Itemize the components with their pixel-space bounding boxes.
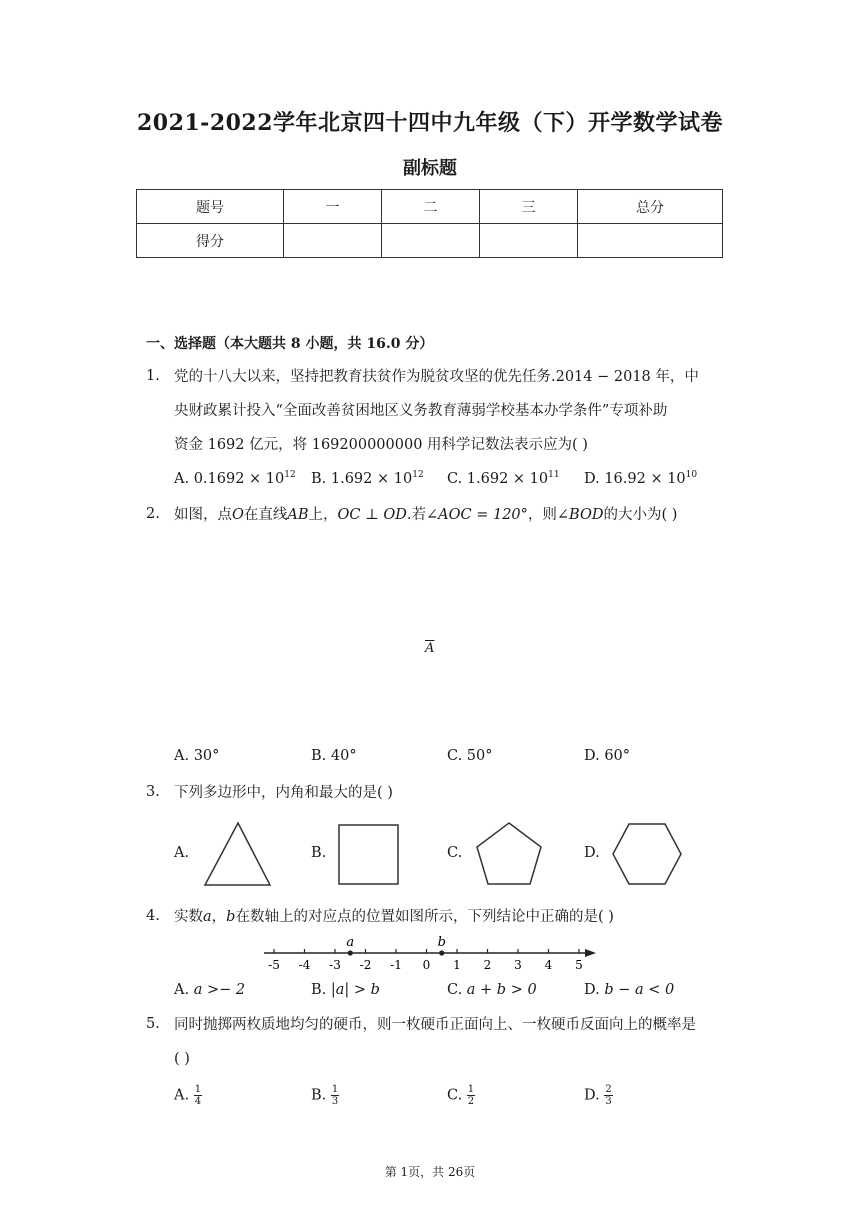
option-a[interactable]: [174, 845, 189, 861]
question-text-line: 党的十八大以来，坚持把教育扶贫作为脱贫攻坚的优先任务.2014 − 2018 年，中: [174, 369, 699, 385]
denominator: 2: [467, 1096, 475, 1107]
question-number: 3.: [146, 784, 160, 800]
option-a[interactable]: [174, 470, 296, 487]
option-a[interactable]: [174, 748, 219, 764]
score-header-cell: 三: [480, 190, 578, 224]
fraction: [467, 1084, 475, 1107]
score-row-label: 得分: [137, 224, 284, 258]
option-label: B.: [311, 748, 327, 764]
option-c[interactable]: [447, 982, 537, 998]
text-run: ，: [211, 909, 227, 925]
pentagon-icon: [474, 821, 544, 887]
number-line-tick-label: 1: [453, 958, 461, 972]
numerator: 1: [194, 1084, 202, 1095]
hexagon-icon: [611, 823, 683, 887]
fraction: [331, 1084, 339, 1107]
option-label: A.: [174, 982, 190, 998]
option-exponent: 12: [284, 470, 296, 480]
text-run: 的大小为( ): [603, 507, 678, 523]
number-line-tick-label: 5: [575, 958, 583, 972]
page-footer: 第 1页，共 26页: [384, 1165, 476, 1179]
question-text-line: ( ): [174, 1051, 190, 1067]
numerator: 1: [467, 1084, 475, 1095]
denominator: 3: [331, 1096, 339, 1107]
option-mantissa: 1.692 × 10: [330, 471, 413, 487]
point-b-dot: [439, 950, 444, 955]
option-mantissa: 0.1692 × 10: [193, 471, 285, 487]
option-mantissa: 16.92 × 10: [604, 471, 686, 487]
option-d[interactable]: [584, 748, 630, 764]
option-b[interactable]: [311, 470, 424, 487]
arrow-head-icon: [585, 949, 596, 957]
option-label: B.: [311, 471, 327, 487]
option-text: b − a < 0: [604, 982, 675, 998]
point-b-label: b: [437, 935, 446, 950]
option-label: D.: [584, 845, 600, 861]
option-label: B.: [311, 845, 327, 861]
number-line-tick-label: -2: [359, 958, 372, 972]
option-d[interactable]: [584, 845, 600, 861]
numerator: 1: [331, 1084, 339, 1095]
option-b[interactable]: [311, 982, 380, 998]
text-run: 上，: [308, 507, 338, 523]
question-text-line: [174, 498, 677, 532]
option-label: D.: [584, 471, 600, 487]
option-a[interactable]: [174, 982, 245, 998]
option-mantissa: 1.692 × 10: [466, 471, 549, 487]
number-line-tick-label: -4: [298, 958, 311, 972]
score-header-cell: 一: [284, 190, 382, 224]
option-a[interactable]: [174, 1084, 202, 1107]
option-b[interactable]: [311, 845, 326, 861]
option-exponent: 12: [412, 470, 424, 480]
math-var: a: [203, 909, 212, 925]
math-var: b: [226, 909, 236, 925]
question-text-line: 资金 1692 亿元，将 169200000000 用科学记数法表示应为( ): [174, 437, 588, 453]
page-title: 2021-2022学年北京四十四中九年级（下）开学数学试卷: [136, 110, 724, 136]
option-b[interactable]: [311, 748, 357, 764]
section-heading: 一、选择题（本大题共 8 小题，共 16.0 分）: [146, 336, 434, 352]
number-line-tick-label: 2: [483, 958, 492, 972]
option-text: 50°: [466, 748, 493, 764]
text-run: 在直线: [243, 507, 288, 523]
option-exponent: 10: [685, 470, 698, 480]
option-text: 30°: [193, 748, 220, 764]
option-text: 40°: [330, 748, 357, 764]
option-text: |a| > b: [330, 982, 380, 998]
option-c[interactable]: [447, 748, 493, 764]
option-label: C.: [447, 748, 463, 764]
question-text-line: 下列多边形中，内角和最大的是( ): [174, 785, 393, 801]
option-text: a + b > 0: [466, 982, 537, 998]
question-text-line: [174, 900, 614, 934]
score-table-header-row: [137, 190, 723, 224]
point-a-label: a: [346, 935, 355, 950]
score-cell[interactable]: [382, 224, 480, 258]
option-c[interactable]: [447, 845, 462, 861]
denominator: 3: [605, 1096, 612, 1107]
option-exponent: 11: [548, 470, 560, 480]
option-label: C.: [447, 1087, 463, 1104]
math-var: ∠BOD: [556, 507, 604, 523]
number-line-tick-label: 3: [514, 958, 522, 972]
math-var: AB: [287, 507, 309, 523]
option-d[interactable]: [584, 1084, 613, 1107]
option-label: A.: [174, 1087, 190, 1104]
denominator: 4: [194, 1096, 202, 1107]
question-number: 1.: [146, 368, 160, 384]
point-a-dot: [348, 950, 353, 955]
text-run: 如图，点: [174, 507, 232, 523]
option-label: B.: [311, 982, 327, 998]
option-text: a >− 2: [193, 982, 246, 998]
number-line-tick-label: 0: [422, 958, 431, 972]
score-cell[interactable]: [480, 224, 578, 258]
score-header-cell: 二: [382, 190, 480, 224]
text-run: 实数: [174, 909, 203, 925]
option-c[interactable]: [447, 470, 560, 487]
number-line-tick-label: -1: [390, 958, 402, 972]
numerator: 2: [605, 1084, 612, 1095]
option-label: D.: [584, 1087, 600, 1104]
option-label: D.: [584, 982, 600, 998]
math-var: OC ⊥ OD: [337, 507, 407, 523]
option-d[interactable]: [584, 470, 697, 487]
option-text: 60°: [604, 748, 631, 764]
question-text-line: 央财政累计投入“全面改善贫困地区义务教育薄弱学校基本办学条件”专项补助: [174, 403, 668, 419]
score-header-cell: 总分: [578, 190, 723, 224]
triangle-icon: [203, 822, 273, 888]
score-header-cell: 题号: [137, 190, 284, 224]
number-line-tick-label: 4: [544, 958, 553, 972]
score-cell[interactable]: [284, 224, 382, 258]
number-line-tick-label: -5: [268, 958, 280, 972]
option-b[interactable]: [311, 1084, 339, 1107]
question-number: 5.: [146, 1016, 160, 1032]
option-c[interactable]: [447, 1084, 475, 1107]
option-label: C.: [447, 982, 463, 998]
square-icon: [338, 824, 400, 886]
math-var: O: [232, 507, 244, 523]
score-cell[interactable]: [578, 224, 723, 258]
question-number: 4.: [146, 908, 160, 924]
text-run: 在数轴上的对应点的位置如图所示，下列结论中正确的是( ): [235, 909, 614, 925]
question-text-line: 同时抛掷两枚质地均匀的硬币，则一枚硬币正面向上、一枚硬币反面向上的概率是: [174, 1017, 696, 1033]
score-table-score-row: [137, 224, 723, 258]
option-label: A.: [174, 748, 190, 764]
option-label: C.: [447, 471, 463, 487]
text-run: ，则: [527, 507, 557, 523]
number-line-tick-label: -3: [329, 958, 341, 972]
option-d[interactable]: [584, 982, 674, 998]
option-label: C.: [447, 845, 463, 861]
fraction: [604, 1084, 612, 1107]
number-line: [262, 934, 598, 974]
figure-label-a: $\overline{A}$: [425, 641, 435, 656]
text-run: .若: [406, 507, 426, 523]
option-label: B.: [311, 1087, 327, 1104]
fraction: [194, 1084, 202, 1107]
option-label: A.: [174, 845, 190, 861]
option-label: D.: [584, 748, 600, 764]
math-var: ∠AOC = 120°: [426, 507, 528, 523]
question-number: 2.: [146, 506, 160, 522]
score-table: [136, 189, 723, 258]
page-subtitle: 副标题: [403, 158, 457, 179]
option-label: A.: [174, 471, 190, 487]
